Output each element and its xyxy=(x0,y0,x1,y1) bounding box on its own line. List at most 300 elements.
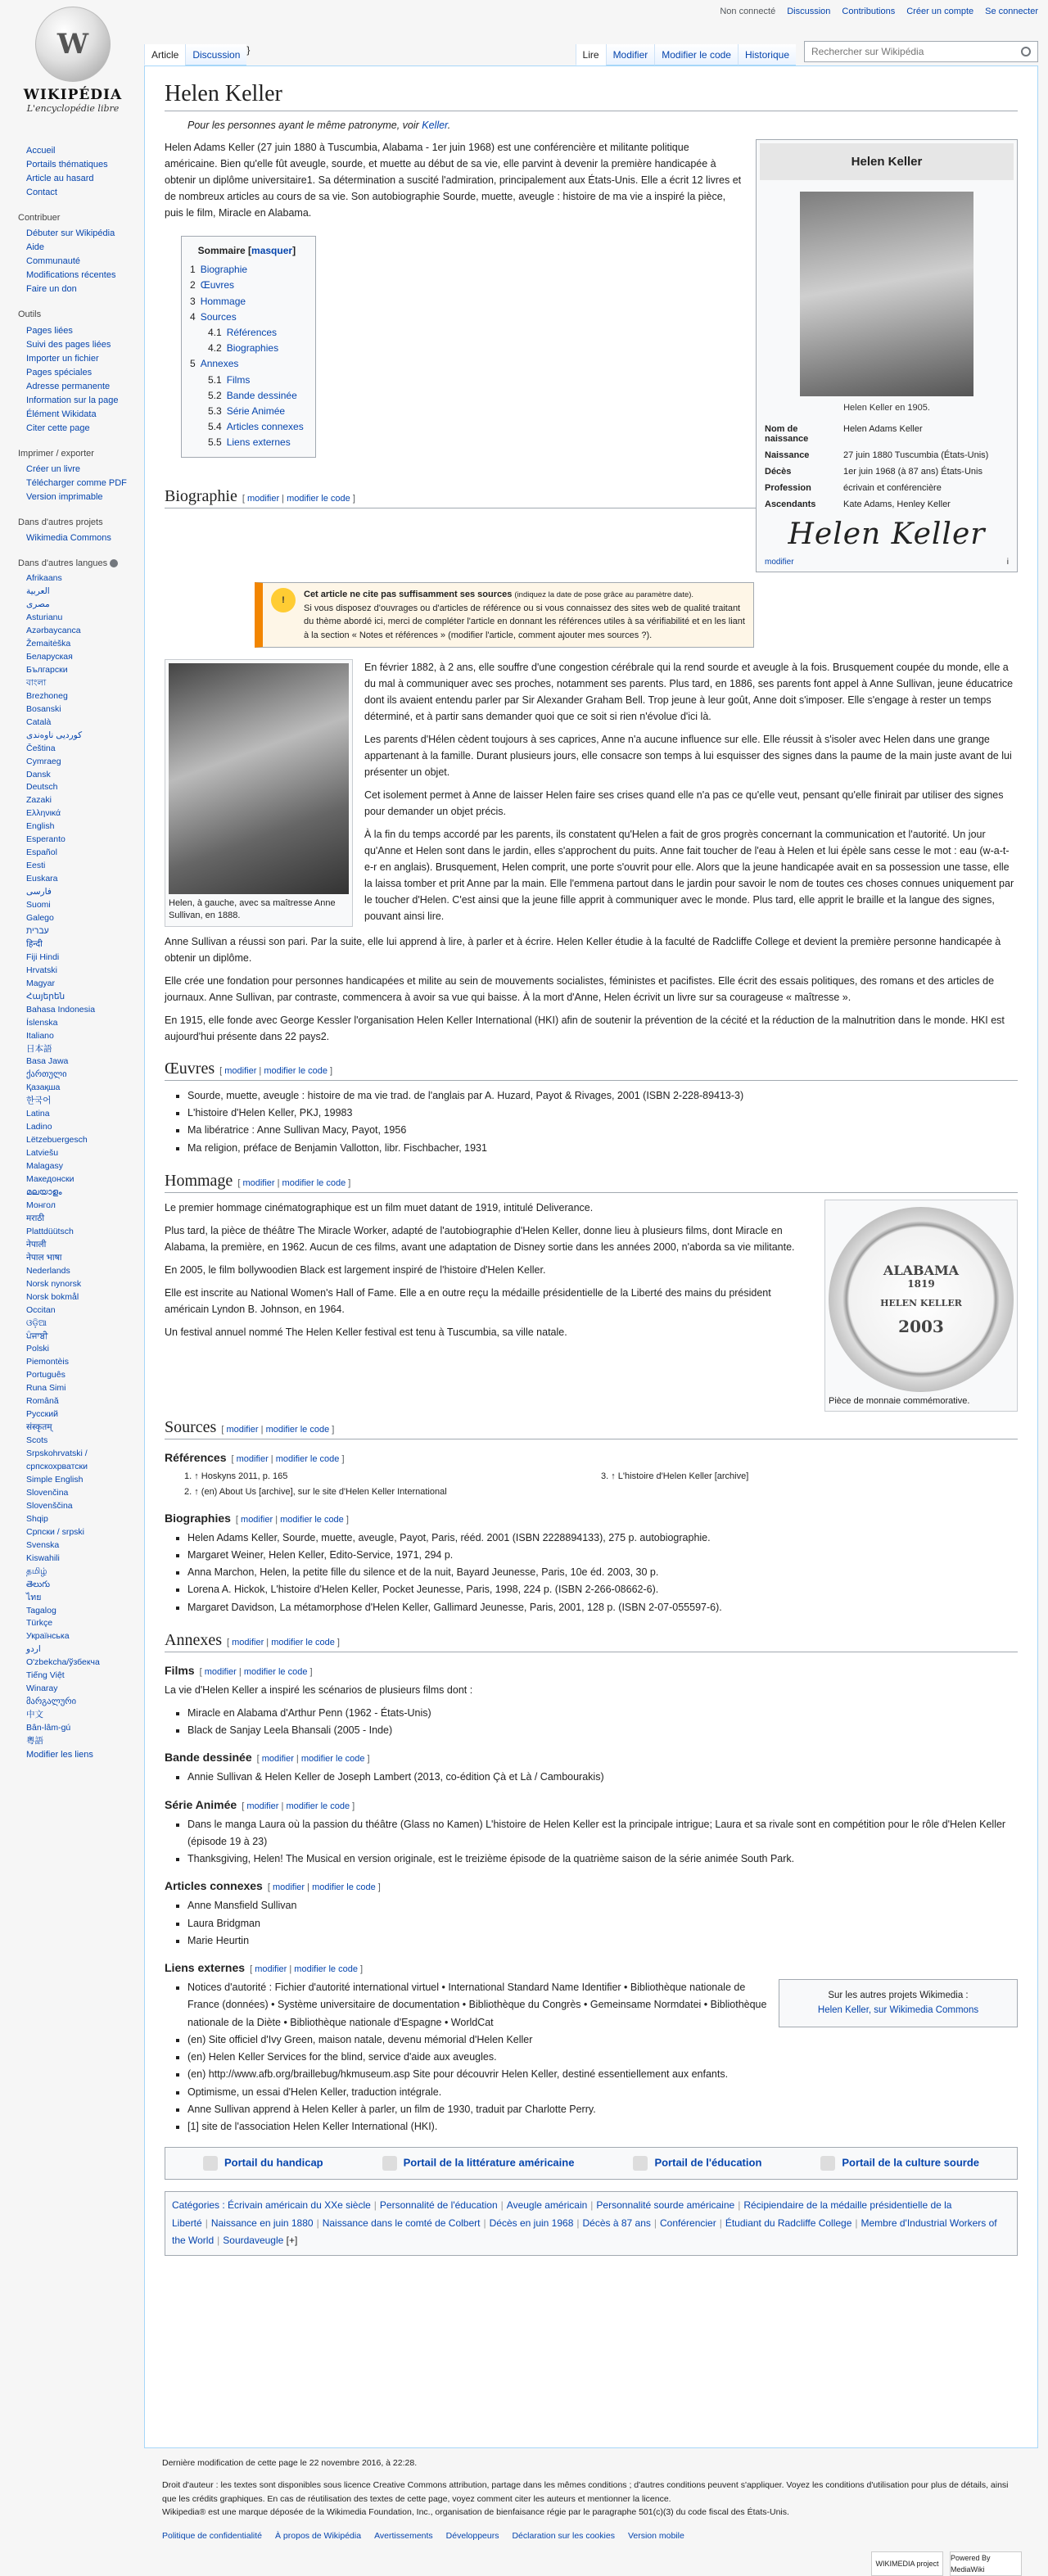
edit-section-link[interactable]: modifier xyxy=(236,1454,269,1465)
language-link[interactable]: Nederlands xyxy=(26,1265,70,1276)
footer-link[interactable]: Avertissements xyxy=(374,2531,433,2542)
sidebar-navigation xyxy=(18,144,141,200)
language-link[interactable]: Scots xyxy=(26,1435,48,1446)
toc-title: Sommaire xyxy=(197,245,246,256)
heading-text: Films xyxy=(165,1663,195,1677)
toc-number: 3 xyxy=(190,295,196,307)
commons-link[interactable]: Helen Keller, sur Wikimedia Commons xyxy=(817,2005,979,2016)
edit-code-section-link[interactable]: modifier le code xyxy=(243,1666,308,1677)
coin-thumbnail xyxy=(824,1200,1018,1412)
language-link[interactable]: Hrvatski xyxy=(26,965,57,975)
sidebar-link[interactable]: Version imprimable xyxy=(26,492,103,503)
toc-item[interactable] xyxy=(190,373,304,388)
heading-text: Liens externes xyxy=(165,1961,246,1975)
category-link[interactable]: Personnalité sourde américaine xyxy=(596,2199,735,2212)
bio-paragraph: Les parents d'Hélen cèdent toujours à ses caprices, Anne n'a aucune influence sur elle. Elle réussit à s'isoler avec Helen dans une grange appartenant à la famille. Durant plusieurs jours, elle consacre son temps à lui esquisser des signes dans la paume de la main juste avant de lui présenter un objet. xyxy=(364,734,1012,778)
language-link[interactable]: עברית xyxy=(26,925,49,936)
film-item[interactable]: ▪ Black de Sanjay Leela Bhansali (2005 - Inde) xyxy=(187,1722,1018,1739)
tribute-paragraph: Un festival annuel nommé The Helen Keller festival est tenu à Tuscumbia, sa ville natale. xyxy=(165,1326,567,1338)
language-link[interactable]: Bân-lâm-gú xyxy=(26,1723,71,1733)
related-article-link[interactable]: ▪ Laura Bridgman xyxy=(187,1915,1018,1932)
language-link[interactable]: Türkçe xyxy=(26,1618,53,1629)
sidebar-link[interactable]: Importer un fichier xyxy=(26,353,99,364)
language-link[interactable]: Eesti xyxy=(26,861,46,871)
hatnote-end: . xyxy=(447,120,451,131)
edit-section-link[interactable]: modifier xyxy=(241,1514,273,1525)
category-separator: | xyxy=(590,2199,594,2212)
edit-section-link[interactable]: modifier xyxy=(232,1637,264,1647)
language-link[interactable]: მარგალური xyxy=(26,1697,77,1707)
wikipedia-logo[interactable] xyxy=(11,7,134,114)
language-link[interactable]: Slovenčina xyxy=(26,1487,69,1498)
category-link[interactable]: Membre d'Industrial Workers of the World xyxy=(172,2217,997,2247)
language-link[interactable]: Žemaitėška xyxy=(26,638,71,649)
language-link[interactable]: नेपाल भाषा xyxy=(26,1252,62,1263)
language-link[interactable]: Basa Jawa xyxy=(26,1056,69,1067)
wikimedia-badge[interactable]: WIKIMEDIA project xyxy=(871,2551,943,2576)
sidebar-link[interactable]: Article au hasard xyxy=(26,174,94,184)
footer-link[interactable]: Version mobile xyxy=(627,2531,684,2542)
edit-section-link[interactable]: modifier xyxy=(242,1177,275,1188)
sidebar-link[interactable]: Faire un don xyxy=(26,284,77,295)
sidebar-link[interactable]: Télécharger comme PDF xyxy=(26,477,127,488)
portal-label[interactable]: Portail de l'éducation xyxy=(654,2156,762,2169)
language-link[interactable]: Suomi xyxy=(26,900,51,911)
infobox-modify-link[interactable]: modifier xyxy=(765,558,794,567)
category-link[interactable]: Sourdaveugle xyxy=(223,2235,284,2247)
related-article-link[interactable]: ▪ Marie Heurtin xyxy=(187,1932,1018,1950)
language-link[interactable]: मराठी xyxy=(26,1213,45,1223)
infobox-value: Kate Adams, Henley Keller xyxy=(843,499,951,509)
edit-code-section-link[interactable]: modifier le code xyxy=(294,1964,358,1975)
toc-number: 4.2 xyxy=(208,342,222,355)
edit-section-link[interactable]: modifier xyxy=(224,1065,257,1076)
edit-code-section-link[interactable]: modifier le code xyxy=(265,1425,330,1435)
language-link[interactable]: Euskara xyxy=(26,874,58,884)
language-link[interactable]: தமிழ் xyxy=(26,1566,47,1576)
language-link[interactable]: Malagasy xyxy=(26,1161,63,1172)
portal-link[interactable] xyxy=(203,2156,323,2171)
toc-item[interactable] xyxy=(190,325,304,341)
tab-read[interactable]: Lire xyxy=(576,44,606,66)
sidebar-link[interactable]: Débuter sur Wikipédia xyxy=(26,228,115,239)
related-article-link[interactable]: ▪ Anne Mansfield Sullivan xyxy=(187,1897,1018,1914)
edit-section-link[interactable]: modifier xyxy=(255,1964,287,1975)
toc-number: 5 xyxy=(190,358,196,370)
films-list xyxy=(187,1705,1018,1740)
external-link-item[interactable]: ▪ (en) http://www.afb.org/braillebug/hkmuseum.asp Site pour découvrir Helen Keller, destiné essentiellement aux enfants. xyxy=(187,2066,1018,2083)
language-link[interactable]: Català xyxy=(26,716,52,727)
category-link[interactable]: Aveugle américain xyxy=(506,2199,588,2212)
portal-link[interactable] xyxy=(382,2156,575,2171)
sidebar xyxy=(18,144,141,1772)
language-link[interactable]: Polski xyxy=(26,1344,50,1354)
hatnote-text: Pour les personnes ayant le même patronyme, voir xyxy=(187,120,422,131)
language-link[interactable]: 한국어 xyxy=(26,1096,52,1106)
portal-label[interactable]: Portail de la culture sourde xyxy=(842,2156,979,2169)
language-link[interactable]: Winaray xyxy=(26,1683,58,1694)
toc-link[interactable]: Bande dessinée xyxy=(226,389,297,401)
portals-bar xyxy=(165,2147,1018,2180)
logo-wordmark: WIKIPÉDIA xyxy=(23,87,123,103)
language-link[interactable]: O'zbekcha/ўзбекча xyxy=(26,1657,100,1668)
language-link[interactable]: മലയാളം xyxy=(26,1187,62,1198)
biographies-list xyxy=(187,1530,1018,1616)
language-link[interactable]: Azərbaycanca xyxy=(26,626,81,636)
language-link[interactable]: Italiano xyxy=(26,1030,54,1041)
language-link[interactable]: Čeština xyxy=(26,743,56,753)
sidebar-link[interactable]: Contact xyxy=(26,188,57,198)
external-link-item[interactable]: ▪ (en) Site officiel d'Ivy Green, maison natale, devenu mémorial d'Helen Keller xyxy=(187,2031,1018,2049)
edit-code-section-link[interactable]: modifier le code xyxy=(287,494,350,504)
portal-label[interactable]: Portail de la littérature américaine xyxy=(403,2156,575,2169)
sidebar-link[interactable]: Information sur la page xyxy=(26,395,119,405)
category-separator: | xyxy=(653,2217,657,2229)
external-link-item[interactable]: ▪ Optimisme, un essai d'Helen Keller, traduction intégrale. xyxy=(187,2084,1018,2101)
sidebar-link[interactable]: Communauté xyxy=(26,256,81,267)
language-link[interactable]: Runa Simi xyxy=(26,1383,66,1394)
toc-item[interactable] xyxy=(190,278,304,293)
section-heading-tribute: Hommage [ modifier | modifier le code ] xyxy=(165,1172,1018,1193)
reference-item[interactable]: 3. ↑ L'histoire d'Helen Keller [archive] xyxy=(601,1471,749,1482)
language-link[interactable]: Afrikaans xyxy=(26,573,62,584)
portal-icon xyxy=(203,2156,218,2171)
category-link[interactable]: Décès en juin 1968 xyxy=(489,2217,574,2229)
footer-link[interactable]: Déclaration sur les cookies xyxy=(512,2531,615,2542)
edit-section-link[interactable]: modifier xyxy=(246,1801,279,1811)
thumbnail-caption: Helen, à gauche, avec sa maîtresse Anne Sullivan, en 1888. xyxy=(169,898,336,921)
category-link[interactable]: Écrivain américain du XXe siècle xyxy=(228,2199,371,2212)
language-link[interactable]: Ελληνικά xyxy=(26,808,61,819)
language-link[interactable]: ଓଡ଼ିଆ xyxy=(26,1317,47,1328)
language-link[interactable]: Esperanto xyxy=(26,834,66,845)
toc-item[interactable] xyxy=(190,294,304,310)
toc-item[interactable] xyxy=(190,419,304,435)
language-link[interactable]: Deutsch xyxy=(26,782,58,793)
section-heading-sources: Sources [ modifier | modifier le code ] xyxy=(165,1418,1018,1439)
categories-label[interactable]: Catégories : xyxy=(172,2199,225,2212)
toc-link[interactable]: Œuvres xyxy=(200,279,235,291)
language-link[interactable]: বাংলা xyxy=(26,677,47,688)
footer-link[interactable]: À propos de Wikipédia xyxy=(275,2531,362,2542)
infobox-value: 27 juin 1880 Tuscumbia (États-Unis) xyxy=(843,450,989,460)
language-link[interactable]: Simple English xyxy=(26,1474,84,1485)
toc-item[interactable] xyxy=(190,341,304,356)
coin-image[interactable] xyxy=(829,1207,1014,1392)
languages-heading-label: Dans d'autres langues xyxy=(18,558,108,569)
edit-code-section-link[interactable]: modifier le code xyxy=(271,1637,335,1647)
references-list xyxy=(184,1469,1018,1499)
toc-item[interactable] xyxy=(190,356,304,372)
language-link[interactable]: Piemontèis xyxy=(26,1357,69,1367)
section-heading-biography: Biographie [ modifier | modifier le code ] xyxy=(165,487,1018,508)
language-link[interactable]: Íslenska xyxy=(26,1017,58,1028)
toc-link[interactable]: Sources xyxy=(200,310,237,323)
sidebar-link[interactable]: Accueil xyxy=(26,146,56,156)
sidebar-heading xyxy=(18,557,141,571)
search-icon[interactable] xyxy=(1021,47,1031,56)
sidebar-link[interactable]: Suivi des pages liées xyxy=(26,339,111,350)
language-link[interactable]: 日本語 xyxy=(26,1043,52,1054)
contributions-link[interactable]: Contributions xyxy=(842,7,896,16)
section-heading-annexes: Annexes [ modifier | modifier le code ] xyxy=(165,1631,1018,1652)
toc-link[interactable]: Références xyxy=(226,326,278,338)
film-item[interactable]: ▪ Miracle en Alabama d'Arthur Penn (1962 - États-Unis) xyxy=(187,1705,1018,1722)
edit-section-link[interactable]: modifier xyxy=(272,1882,305,1893)
categories-more[interactable]: [+] xyxy=(286,2235,298,2247)
tab-edit[interactable]: Modifier xyxy=(606,44,655,66)
edit-section-link[interactable]: modifier xyxy=(226,1425,259,1435)
heading-text: Articles connexes xyxy=(165,1879,263,1893)
infobox-label: Nom de naissance xyxy=(765,424,809,444)
language-link[interactable]: Română xyxy=(26,1396,59,1407)
section-heading-works: Œuvres [ modifier | modifier le code ] xyxy=(165,1060,1018,1081)
infobox-value: Helen Adams Keller xyxy=(843,424,923,434)
language-link[interactable]: Српски / srpski xyxy=(26,1526,84,1537)
subsection-heading-references: Références [ modifier | modifier le code ] xyxy=(165,1451,345,1465)
language-link[interactable]: Bahasa Indonesia xyxy=(26,1004,96,1015)
language-link[interactable]: Português xyxy=(26,1370,66,1381)
category-separator: | xyxy=(205,2217,208,2229)
toc-link[interactable]: Liens externes xyxy=(226,436,291,449)
portrait-image[interactable] xyxy=(800,192,973,396)
heading-text: Bande dessinée xyxy=(165,1751,252,1765)
portal-icon xyxy=(820,2156,835,2171)
toc-hide-link[interactable]: masquer xyxy=(251,245,293,256)
reference-item[interactable]: 2. ↑ (en) About Us [archive], sur le site d'Helen Keller International xyxy=(184,1486,447,1497)
sidebar-link[interactable]: Aide xyxy=(26,242,45,253)
language-link[interactable]: Norsk bokmål xyxy=(26,1291,79,1302)
category-link[interactable]: Naissance dans le comté de Colbert xyxy=(322,2217,481,2229)
portal-link[interactable] xyxy=(633,2156,761,2171)
language-link[interactable]: नेपाली xyxy=(26,1239,47,1250)
language-link[interactable]: Latina xyxy=(26,1109,50,1119)
tab-article[interactable]: Article xyxy=(144,44,185,66)
category-link[interactable]: Conférencier xyxy=(660,2217,716,2229)
language-link[interactable]: Bosanski xyxy=(26,703,61,714)
language-link[interactable]: 粵語 xyxy=(26,1736,43,1747)
portal-link[interactable] xyxy=(820,2156,979,2171)
language-link[interactable]: Magyar xyxy=(26,978,56,988)
heading-text: Série Animée xyxy=(165,1797,237,1811)
sister-projects-box xyxy=(779,1979,1018,2027)
footer-link[interactable]: Politique de confidentialité xyxy=(162,2531,263,2542)
tribute-paragraph: En 2005, le film bollywoodien Black est largement inspiré de l'histoire d'Helen Keller. xyxy=(165,1263,546,1276)
tab-history[interactable]: Historique xyxy=(738,44,796,66)
category-link[interactable]: Naissance en juin 1880 xyxy=(210,2217,314,2229)
toc-item[interactable] xyxy=(190,404,304,419)
category-separator: | xyxy=(576,2217,580,2229)
language-link[interactable]: Asturianu xyxy=(26,612,63,623)
external-link-item[interactable]: ▪ Anne Sullivan apprend à Helen Keller à parler, un film de 1930, traduit par Charlotte Perry. xyxy=(187,2101,1018,2118)
bio-paragraph: En 1915, elle fonde avec George Kessler l'organisation Helen Keller International (HKI) afin de soutenir la prévention de la cécité et la réduction de la malnutrition dans le monde. HKI est aujourd'hui présente dans 22 pays2. xyxy=(165,1014,1005,1042)
language-link[interactable]: Tagalog xyxy=(26,1605,56,1616)
sidebar-link[interactable]: Élément Wikidata xyxy=(26,409,97,419)
biography-item: ▪ Margaret Davidson, La métamorphose d'Helen Keller, Gallimard Jeunesse, Paris, 2001, 128 p. (ISBN 2-07-055597-6). xyxy=(187,1599,1018,1616)
language-link[interactable]: Shqip xyxy=(26,1513,48,1524)
language-link[interactable]: اردو xyxy=(26,1644,41,1655)
external-link-item[interactable]: ▪ (en) Helen Keller Services for the blind, service d'aide aux aveugles. xyxy=(187,2049,1018,2066)
work-item: ▪ Ma libératrice : Anne Sullivan Macy, Payot, 1956 xyxy=(187,1122,1018,1139)
toc-item[interactable] xyxy=(190,262,304,278)
info-icon[interactable]: i xyxy=(1006,558,1009,567)
language-link[interactable]: مصرى xyxy=(26,599,50,610)
animated-series-list xyxy=(187,1816,1018,1869)
language-link[interactable]: 中文 xyxy=(26,1710,43,1720)
language-link[interactable]: Ladino xyxy=(26,1122,52,1132)
edit-code-section-link[interactable]: modifier le code xyxy=(280,1514,344,1525)
language-link[interactable]: Español xyxy=(26,847,57,858)
category-link[interactable]: Personnalité de l'éducation xyxy=(379,2199,498,2212)
language-link[interactable]: संस्कृतम् xyxy=(26,1422,52,1433)
edit-section-link[interactable]: modifier xyxy=(204,1666,237,1677)
sidebar-link[interactable]: Modifications récentes xyxy=(26,270,116,281)
toc-link[interactable]: Films xyxy=(226,373,251,386)
sidebar-link[interactable]: Adresse permanente xyxy=(26,381,111,391)
category-link[interactable]: Décès à 87 ans xyxy=(582,2217,651,2229)
toc-link[interactable]: Annexes xyxy=(200,358,239,370)
language-link[interactable]: Plattdüütsch xyxy=(26,1226,74,1236)
language-link[interactable]: English xyxy=(26,821,55,832)
language-link[interactable]: ਪੰਜਾਬੀ xyxy=(26,1331,48,1341)
ambox-title: Cet article ne cite pas suffisamment ses sources xyxy=(304,590,513,599)
table-of-contents: Sommaire [masquer] 1 Biographie 2 Œuvres 3 Hommage 4 Sources 4.1 Références 4.2 Biographies 5 Annexes 5.1 Films 5.2 Bande dessinée 5.3 Série Animée 5.4 Articles connexes 5.5 Liens externes xyxy=(181,236,316,458)
edit-links-link[interactable]: Modifier les liens xyxy=(26,1750,93,1760)
puzzle-globe-icon: W xyxy=(35,7,111,82)
tab-discussion[interactable]: Discussion xyxy=(185,44,246,66)
biography-item: ▪ Margaret Weiner, Helen Keller, Edito-Service, 1971, 294 p. xyxy=(187,1547,1018,1564)
reference-item[interactable]: 1. ↑ Hoskyns 2011, p. 165 xyxy=(184,1471,288,1482)
heading-text: Sources xyxy=(165,1418,217,1437)
login-link[interactable]: Se connecter xyxy=(985,7,1038,16)
language-link[interactable]: Հայերեն xyxy=(26,991,66,1001)
language-link[interactable]: Galego xyxy=(26,913,54,923)
create-account-link[interactable]: Créer un compte xyxy=(906,7,974,16)
edit-section-link[interactable]: modifier xyxy=(247,494,280,504)
sidebar-heading: Outils xyxy=(18,310,42,320)
language-link[interactable]: Tiếng Việt xyxy=(26,1670,65,1681)
sullivan-thumbnail xyxy=(165,659,353,927)
toc-item[interactable] xyxy=(190,310,304,325)
language-link[interactable]: Occitan xyxy=(26,1304,56,1315)
user-discussion-link[interactable]: Discussion xyxy=(787,7,831,16)
sidebar-link[interactable]: Pages spéciales xyxy=(26,367,93,377)
category-link[interactable]: Étudiant du Radcliffe College xyxy=(725,2217,852,2229)
external-link-item[interactable]: ▪ [1] site de l'association Helen Keller International (HKI). xyxy=(187,2118,1018,2135)
edit-code-section-link[interactable]: modifier le code xyxy=(300,1754,365,1765)
mediawiki-badge[interactable]: Powered By MediaWiki xyxy=(950,2551,1022,2576)
language-link[interactable]: Latviešu xyxy=(26,1148,59,1159)
hatnote-link[interactable]: Keller xyxy=(422,120,448,131)
language-link[interactable]: Kiswahili xyxy=(26,1552,60,1563)
language-link[interactable]: Cymraeg xyxy=(26,756,61,766)
edit-section-link[interactable]: modifier xyxy=(261,1754,294,1765)
toc-number: 5.1 xyxy=(208,373,222,386)
language-link[interactable]: Македонски xyxy=(26,1174,75,1185)
language-link[interactable]: తెలుగు xyxy=(26,1579,51,1589)
category-separator: | xyxy=(738,2199,741,2212)
sidebar-link[interactable]: Créer un livre xyxy=(26,463,81,474)
search-input[interactable] xyxy=(811,46,1021,57)
related-articles-list xyxy=(187,1897,1018,1950)
sidebar-link[interactable]: Wikimedia Commons xyxy=(26,533,111,544)
language-link[interactable]: Русский xyxy=(26,1409,58,1420)
language-link[interactable]: Zazaki xyxy=(26,795,52,806)
language-link[interactable]: فارسی xyxy=(26,887,52,897)
subsection-heading-related: Articles connexes [ modifier | modifier le code ] xyxy=(165,1879,381,1893)
subsection-heading-comics: Bande dessinée [ modifier | modifier le code ] xyxy=(165,1751,370,1765)
toc-number: 5.3 xyxy=(208,404,222,417)
view-tabs xyxy=(576,44,796,66)
sidebar-link[interactable]: Pages liées xyxy=(26,325,73,336)
sidebar-print xyxy=(18,447,141,504)
sidebar-link[interactable]: Citer cette page xyxy=(26,423,90,433)
bio-paragraph: Anne Sullivan a réussi son pari. Par la suite, elle lui apprend à lire, à parler et à écrire. Helen Keller étudie à la faculté de Radcliffe College et devient la première personne handicapée à obtenir un diplôme. xyxy=(165,935,1001,964)
portal-label[interactable]: Portail du handicap xyxy=(224,2156,323,2169)
toc-link[interactable]: Biographies xyxy=(226,342,279,355)
language-link[interactable]: Български xyxy=(26,664,68,675)
edit-code-section-link[interactable]: modifier le code xyxy=(286,1801,350,1811)
language-link[interactable]: Dansk xyxy=(26,769,51,780)
language-link[interactable]: Svenska xyxy=(26,1539,60,1550)
tab-edit-code[interactable]: Modifier le code xyxy=(654,44,738,66)
language-link[interactable]: ไทย xyxy=(26,1592,42,1602)
infobox-table xyxy=(760,421,1014,513)
language-link[interactable]: Беларуская xyxy=(26,651,73,662)
toc-link[interactable]: Biographie xyxy=(200,264,248,276)
toc-item[interactable] xyxy=(190,388,304,404)
personal-tools xyxy=(720,7,1038,16)
language-link[interactable]: Fiji Hindi xyxy=(26,951,60,962)
edit-code-section-link[interactable]: modifier le code xyxy=(282,1177,346,1188)
language-link[interactable]: ქართული xyxy=(26,1069,67,1080)
footer-link[interactable]: Développeurs xyxy=(445,2531,499,2542)
sidebar-tools xyxy=(18,308,141,435)
language-link[interactable]: हिन्दी xyxy=(26,938,43,949)
comic-item[interactable]: ▪ Annie Sullivan & Helen Keller de Joseph Lambert (2013, co-édition Çà et Là / Cambourakis) xyxy=(187,1769,1018,1786)
language-link[interactable]: العربية xyxy=(26,586,50,597)
comics-list xyxy=(187,1769,1018,1786)
language-link[interactable]: Українська xyxy=(26,1631,70,1642)
helen-sullivan-image[interactable] xyxy=(169,663,349,894)
portal-icon xyxy=(633,2156,648,2171)
external-link-item[interactable]: ▪ Notices d'autorité : Fichier d'autorité international virtuel • International Standard Name Identifier • Bibliothèque nationale de France (données) • Système universitaire de documentation • Bibliothèque du Congrès • Gemeinsame Normdatei • Bibliothèque nationale de la Diète • Bibliothèque nationale d'Espagne • WorldCat xyxy=(187,1979,1018,2031)
category-separator: | xyxy=(855,2217,858,2229)
category-link[interactable]: Récipiendaire de la médaille présidentielle de la Liberté xyxy=(172,2199,952,2229)
toc-link[interactable]: Série Animée xyxy=(226,404,286,417)
language-link[interactable]: Қазақша xyxy=(26,1082,61,1093)
coin-text-top: ALABAMA xyxy=(883,1262,960,1278)
language-link[interactable]: Slovenščina xyxy=(26,1500,73,1511)
infobox xyxy=(756,139,1018,572)
gear-icon[interactable] xyxy=(110,559,118,567)
edit-code-section-link[interactable]: modifier le code xyxy=(312,1882,376,1893)
language-link[interactable]: Norsk nynorsk xyxy=(26,1278,82,1289)
language-link[interactable]: Srpskohrvatski / српскохрватски xyxy=(26,1448,88,1472)
toc-link[interactable]: Articles connexes xyxy=(226,421,304,433)
language-link[interactable]: کوردیی ناوەندی xyxy=(26,730,83,740)
infobox-label: Profession xyxy=(765,483,811,493)
edit-code-section-link[interactable]: modifier le code xyxy=(275,1454,340,1465)
edit-code-section-link[interactable]: modifier le code xyxy=(264,1065,328,1076)
toc-item[interactable] xyxy=(190,435,304,450)
toc-link[interactable]: Hommage xyxy=(200,295,246,307)
sidebar-link[interactable]: Portails thématiques xyxy=(26,160,108,170)
films-intro: La vie d'Helen Keller a inspiré les scénarios de plusieurs films dont : xyxy=(165,1683,473,1696)
language-link[interactable]: Lëtzebuergesch xyxy=(26,1135,88,1146)
language-link[interactable]: Монгол xyxy=(26,1200,56,1210)
language-link[interactable]: Brezhoneg xyxy=(26,690,68,701)
